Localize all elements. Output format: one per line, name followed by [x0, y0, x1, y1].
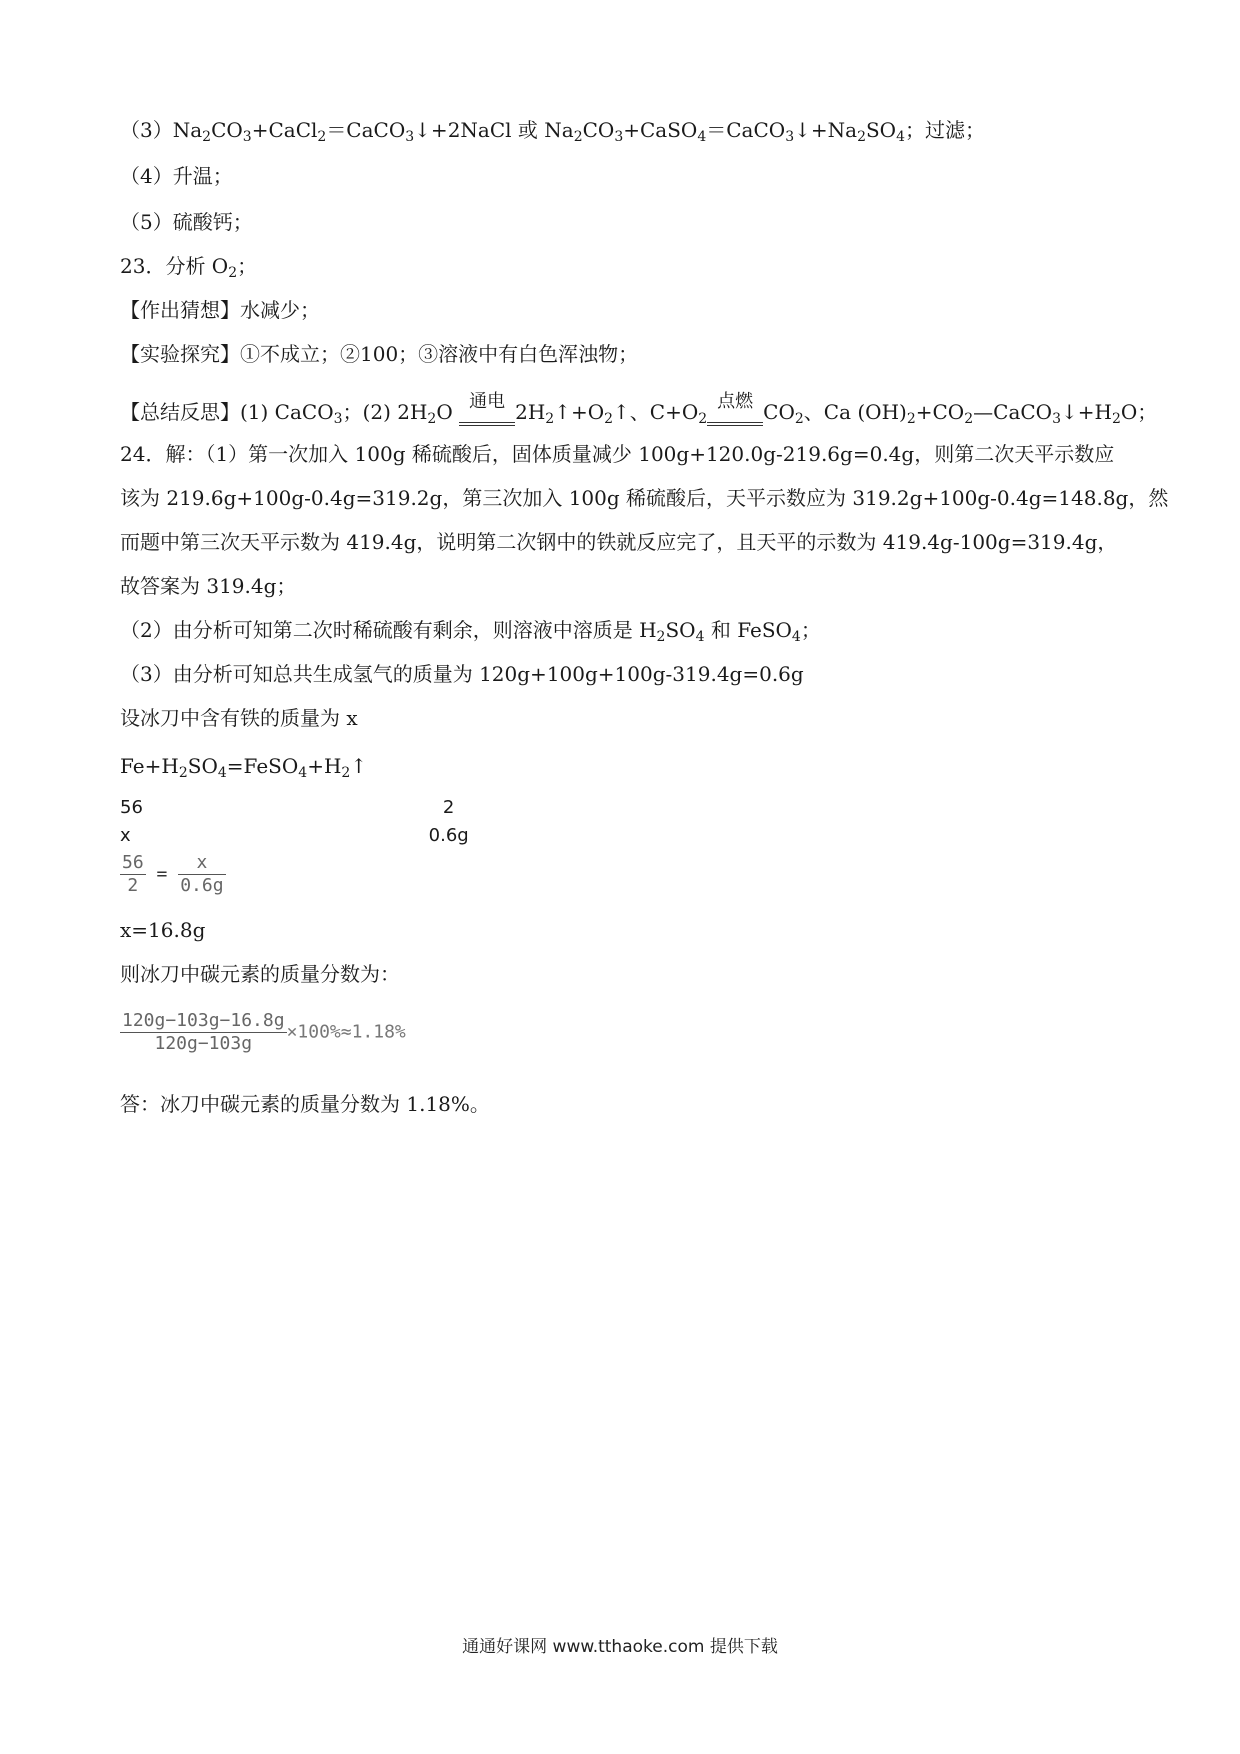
carbon-fraction-label: 则冰刀中碳元素的质量分数为： [120, 962, 400, 986]
q24-line-1: 24．解：（1）第一次加入 100g 稀硫酸后，固体质量减少 100g+120.0g-219.6g=0.4g，则第二次天平示数应 [120, 442, 1115, 466]
q23-summary: 【总结反思】(1) CaCO$_3$；(2) $2H_2O$ 通电 $2H_2↑+O_2↑$、$C+O_2$ 点燃 $CO_2$、Ca $(OH)_2+CO_2—CaCO_3↓+H_2O$； [120, 391, 1158, 427]
q24-let-x: 设冰刀中含有铁的质量为 x [120, 706, 358, 730]
q24-line-4: 故答案为 319.4g； [120, 574, 297, 598]
result-x: x=16.8g [120, 918, 206, 942]
final-answer: 答：冰刀中碳元素的质量分数为 1.18%。 [120, 1092, 490, 1116]
answer-4: （4）升温； [120, 164, 233, 188]
carbon-fraction-formula: $\frac{120g-103g-16.8g}{120g-103g}$ ×100%≈1.18% [122, 1010, 406, 1054]
q24-line-3: 而题中第三次天平示数为 419.4g，说明第二次钢中的铁就反应完了，且天平的示数为 419.4g-100g=319.4g， [120, 530, 1118, 554]
condition-electrolysis: 通电 [459, 410, 515, 426]
ratio-row-1: 56 2 [120, 797, 455, 818]
q24-part-3: （3）由分析可知总共生成氢气的质量为 120g+100g+100g-319.4g=0.6g [120, 662, 804, 686]
answer-3-equation: $(3)Na_2CO_3+CaCl_2=CaCO_3↓+2NaCl$ 或 $Na_2CO_3+CaSO_4=CaCO_3↓+Na_2SO_4$；过滤； [120, 118, 986, 145]
reaction-equation: $Fe+H_2SO_4=FeSO_4+H_2↑$ [120, 754, 368, 781]
footer-source: 通通好课网 www.tthaoke.com 提供下载 [462, 1637, 778, 1657]
q24-line-2: 该为 219.6g+100g-0.4g=319.2g，第三次加入 100g 稀硫酸后，天平示数应为 319.2g+100g-0.4g=148.8g，然 [120, 486, 1169, 510]
condition-ignite: 点燃 [707, 410, 763, 426]
answer-5: （5）硫酸钙； [120, 210, 253, 234]
q23-hypothesis: 【作出猜想】水减少； [120, 298, 320, 322]
ratio-fraction: $\frac{56}{2}$ = $\frac{x}{0.6g}$ [122, 852, 224, 896]
q23-analysis: 23．分析 $O_2$； [120, 254, 258, 281]
q24-part-2: （2）由分析可知第二次时稀硫酸有剩余，则溶液中溶质是 $H_2SO_4$ 和 FeSO$_4$； [120, 618, 821, 645]
q23-experiment: 【实验探究】①不成立；②100；③溶液中有白色浑浊物； [120, 342, 639, 366]
ratio-row-2: x 0.6g [120, 825, 469, 846]
